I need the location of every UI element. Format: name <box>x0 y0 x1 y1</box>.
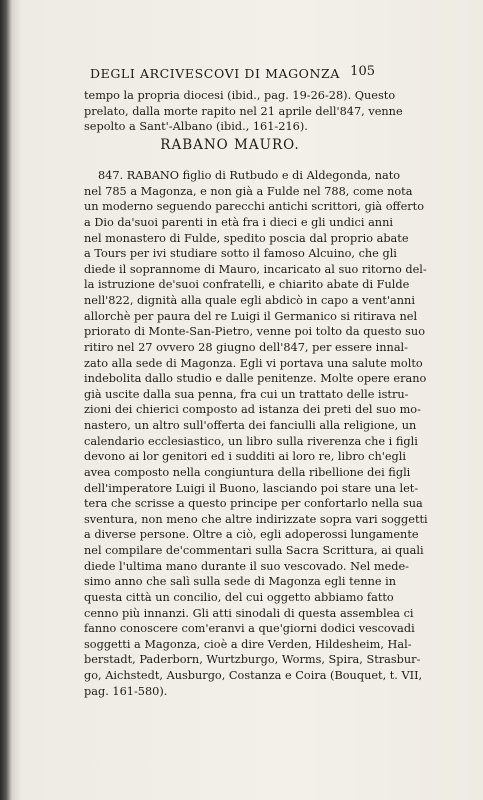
text-line: 847. RABANO figlio di Rutbudo e di Aldegonda, nato <box>98 169 401 182</box>
text-line: cenno più innanzi. Gli atti sinodali di questa assemblea ci <box>84 606 414 620</box>
text-line: un moderno seguendo parecchi antichi scrittori, già offerto <box>84 200 425 214</box>
text-line: calendario ecclesiastico, un libro sulla riverenza che i figli <box>84 434 418 448</box>
intro-paragraph <box>84 88 403 135</box>
text-line: già uscite dalla sua penna, fra cui un trattato delle istru- <box>84 387 409 401</box>
text-line: berstadt, Paderborn, Wurtzburgo, Worms, Spira, Strasbur- <box>84 653 421 667</box>
text-line: dell'imperatore Luigi il Buono, lasciando poi stare una let- <box>84 481 419 495</box>
text-line: nel 785 a Magonza, e non già a Fulde nel 788, come nota <box>84 184 413 198</box>
text-line: prelato, dalla morte rapito nel 21 aprile dell'847, venne <box>84 104 403 118</box>
text-line: zioni dei chierici composto ad istanza dei preti del suo mo- <box>84 403 421 417</box>
text-line: allorchè per paura del re Luigi il Germanico si ritirava nel <box>84 309 418 323</box>
text-line: nel monastero di Fulde, spedito poscia dal proprio abate <box>84 231 409 245</box>
text-line: ritiro nel 27 ovvero 28 giugno dell'847, per essere innal- <box>84 340 408 354</box>
text-line: fanno conoscere com'eranvi a que'giorni dodici vescovadi <box>84 622 415 636</box>
text-line: a Dio da'suoi parenti in età fra i dieci e gli undici anni <box>84 215 393 229</box>
text-line: nell'822, dignità alla quale egli abdicò in capo a vent'anni <box>84 294 415 307</box>
section-title: RABANO MAURO. <box>160 137 300 153</box>
text-line: diede l'ultima mano durante il suo vescovado. Nel mede- <box>84 559 410 573</box>
text-line: priorato di Monte-San-Pietro, venne poi tolto da questo suo <box>84 325 425 339</box>
text-line: nel compilare de'commentari sulla Sacra Scrittura, ai quali <box>84 544 424 557</box>
text-line: sventura, non meno che altre indirizzate sopra vari soggetti <box>84 512 428 526</box>
page-number: 105 <box>350 64 375 79</box>
text-line: tera che scrisse a questo principe per confortarlo nella sua <box>84 497 423 511</box>
text-line: questa città un concilio, del cui oggetto abbiamo fatto <box>84 590 394 604</box>
text-line: zato alla sede di Magonza. Egli vi portava una salute molto <box>84 356 423 370</box>
text-line: sepolto a Sant'-Albano (ibid., 161-216). <box>84 120 308 134</box>
text-line: tempo la propria diocesi (ibid., pag. 19-26-28). Questo <box>84 89 396 102</box>
text-line: simo anno che salì sulla sede di Magonza egli tenne in <box>84 575 397 589</box>
text-line: devono ai lor genitori ed i sudditi ai loro re, libro ch'egli <box>84 450 406 464</box>
text-line: la istruzione de'suoi confratelli, e chiarito abate di Fulde <box>84 278 410 292</box>
text-line: pag. 161-580). <box>84 684 168 698</box>
text-line: a diverse persone. Oltre a ciò, egli adoperossi lungamente <box>84 528 419 542</box>
text-line: diede il soprannome di Mauro, incaricato al suo ritorno del- <box>84 262 427 276</box>
text-line: nastero, un altro sull'offerta dei fanciulli alla religione, un <box>84 419 417 432</box>
text-line: a Tours per ivi studiare sotto il famoso Alcuino, che gli <box>84 247 397 261</box>
body-paragraph <box>84 168 428 699</box>
text-line: go, Aichstedt, Ausburgo, Costanza e Coira (Bouquet, t. VII, <box>84 669 423 682</box>
text-line: indebolita dallo studio e dalle penitenze. Molte opere erano <box>84 372 427 386</box>
text-line: avea composto nella congiuntura della ribellione dei figli <box>84 465 411 479</box>
running-title: DEGLI ARCIVESCOVI DI MAGONZA <box>90 66 340 81</box>
text-line: soggetti a Magonza, cioè a dire Verden, Hildesheim, Hal- <box>84 637 412 651</box>
